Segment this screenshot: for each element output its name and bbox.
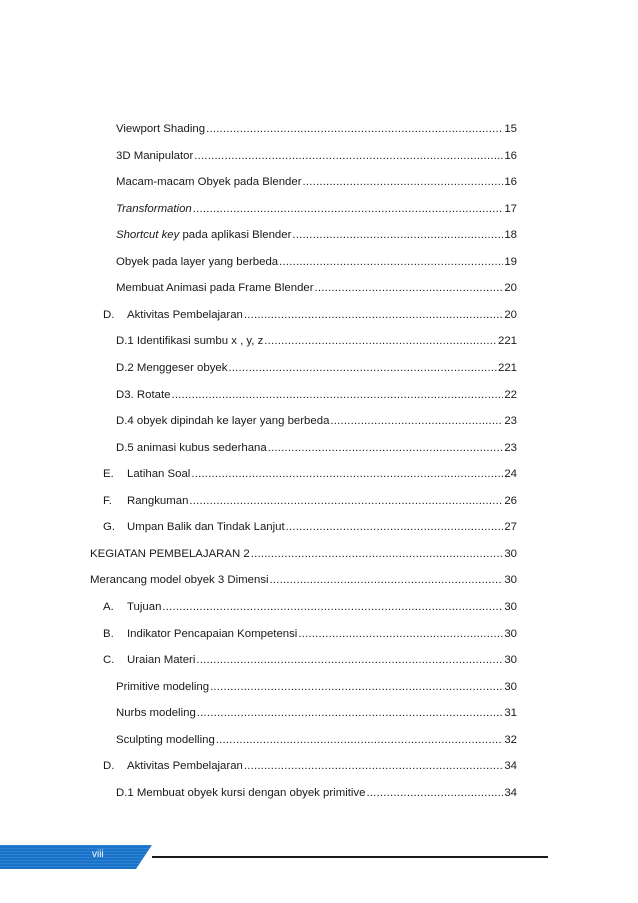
toc-dot-leader	[228, 360, 497, 376]
toc-dot-leader	[303, 174, 504, 190]
toc-entry-page: 30	[504, 627, 517, 640]
toc-entry-title: D.5 animasi kubus sederhana	[116, 441, 267, 454]
toc-entry[interactable]	[116, 280, 517, 296]
toc-entry[interactable]	[116, 227, 517, 243]
toc-entry-title: Merancang model obyek 3 Dimensi	[90, 574, 269, 587]
toc-dot-leader	[270, 572, 504, 588]
toc-entry-title: Sculpting modelling	[116, 733, 215, 746]
toc-entry-title: Umpan Balik dan Tindak Lanjut	[127, 521, 285, 534]
toc-entry[interactable]	[116, 254, 517, 270]
toc-entry-page: 221	[497, 335, 517, 348]
toc-entry-page: 18	[504, 229, 517, 242]
toc-entry[interactable]	[116, 732, 517, 748]
toc-entry[interactable]	[103, 758, 517, 774]
toc-entry-page: 30	[504, 680, 517, 693]
toc-entry[interactable]	[116, 785, 517, 801]
toc-entry[interactable]	[116, 360, 517, 376]
toc-entry-title: D.1 Identifikasi sumbu x , y, z	[116, 335, 264, 348]
toc-entry[interactable]	[103, 519, 517, 535]
toc-entry-title: Macam-macam Obyek pada Blender	[116, 176, 302, 189]
toc-dot-leader	[244, 758, 503, 774]
toc-dot-leader	[216, 732, 504, 748]
toc-entry-page: 32	[504, 733, 517, 746]
toc-entry-title: KEGIATAN PEMBELAJARAN 2	[90, 547, 250, 560]
toc-entry-number: D.	[103, 308, 115, 321]
toc-entry-title: Membuat Animasi pada Frame Blender	[116, 282, 314, 295]
page-footer	[0, 839, 638, 875]
toc-entry-title-rest: pada aplikasi Blender	[179, 229, 292, 242]
toc-entry-title: Rangkuman	[127, 494, 189, 507]
toc-dot-leader	[210, 679, 503, 695]
toc-entry-page: 16	[504, 176, 517, 189]
toc-entry-title: D.2 Menggeser obyek	[116, 362, 228, 374]
toc-entry-page: 20	[504, 308, 517, 321]
toc-dot-leader	[279, 254, 503, 270]
toc-entry[interactable]	[103, 307, 517, 323]
toc-entry[interactable]	[116, 413, 517, 429]
toc-entry-title: 3D Manipulator	[116, 149, 194, 162]
toc-dot-leader	[191, 466, 503, 482]
toc-dot-leader	[366, 785, 503, 801]
toc-entry[interactable]	[116, 201, 517, 217]
toc-dot-leader	[171, 387, 503, 403]
toc-dot-leader	[268, 440, 504, 456]
toc-entry-page: 30	[504, 547, 517, 560]
toc-entry-page: 15	[504, 123, 517, 135]
toc-dot-leader	[315, 280, 504, 296]
toc-entry-number: D.	[103, 760, 115, 773]
toc-entry-title	[116, 227, 291, 243]
toc-entry[interactable]	[90, 572, 517, 588]
toc-entry-page: 30	[504, 654, 517, 666]
toc-entry[interactable]	[116, 440, 517, 456]
toc-entry[interactable]	[116, 121, 517, 137]
toc-entry[interactable]	[103, 626, 517, 642]
page-number: viii	[92, 849, 104, 860]
toc-entry[interactable]	[103, 652, 517, 668]
toc-entry-number: F.	[103, 494, 112, 507]
toc-dot-leader	[298, 626, 503, 642]
toc-entry[interactable]	[103, 599, 517, 615]
toc-entry[interactable]	[116, 679, 517, 695]
toc-entry[interactable]	[103, 493, 517, 509]
toc-entry-title: Aktivitas Pembelajaran	[127, 308, 243, 321]
toc-entry-page: 26	[504, 494, 517, 507]
toc-entry-page: 20	[504, 282, 517, 295]
toc-entry[interactable]	[116, 705, 517, 721]
toc-entry-title: Tujuan	[127, 600, 162, 613]
toc-entry-page: 23	[504, 415, 517, 428]
toc-entry-title: D.1 Membuat obyek kursi dengan obyek primitive	[116, 786, 366, 799]
toc-entry-page: 27	[504, 521, 517, 534]
toc-entry-page: 30	[504, 600, 517, 613]
toc-dot-leader	[206, 121, 503, 137]
toc-entry-page: 221	[497, 362, 517, 374]
toc-entry-title: D3. Rotate	[116, 388, 171, 401]
toc-dot-leader	[194, 148, 503, 164]
toc-entry-title: Aktivitas Pembelajaran	[127, 760, 243, 773]
toc-dot-leader	[330, 413, 503, 429]
toc-entry[interactable]	[116, 387, 517, 403]
toc-entry-page: 34	[504, 786, 517, 799]
toc-entry-title: Primitive modeling	[116, 680, 210, 693]
toc-entry-page: 16	[504, 149, 517, 162]
toc-entry-number: C.	[103, 654, 115, 666]
toc-dot-leader	[196, 652, 503, 668]
toc-entry[interactable]	[116, 174, 517, 190]
toc-entry[interactable]	[103, 466, 517, 482]
toc-entry-title: Obyek pada layer yang berbeda	[116, 255, 279, 268]
toc-entry-title: Uraian Materi	[127, 654, 196, 666]
toc-entry-number: B.	[103, 627, 114, 640]
toc-entry-title: Transformation	[116, 202, 192, 215]
toc-dot-leader	[292, 227, 503, 243]
toc-dot-leader	[264, 333, 497, 349]
toc-entry-page: 19	[504, 255, 517, 268]
toc-entry-title: Nurbs modeling	[116, 707, 196, 720]
toc-entry-page: 34	[504, 760, 517, 773]
toc-entry[interactable]	[116, 148, 517, 164]
footer-blue-band	[0, 845, 152, 869]
toc-entry-page: 24	[504, 468, 517, 481]
toc-entry-title: Indikator Pencapaian Kompetensi	[127, 627, 298, 640]
toc-entry-title: Latihan Soal	[127, 468, 191, 481]
toc-dot-leader	[189, 493, 503, 509]
toc-entry[interactable]	[116, 333, 517, 349]
toc-entry[interactable]	[90, 546, 517, 562]
toc-entry-title: D.4 obyek dipindah ke layer yang berbeda	[116, 415, 330, 428]
toc-entry-title: Viewport Shading	[116, 123, 206, 135]
toc-dot-leader	[251, 546, 504, 562]
toc-entry-number: G.	[103, 521, 116, 534]
toc-entry-page: 31	[504, 707, 517, 720]
toc-dot-leader	[193, 201, 504, 217]
toc-entry-number: E.	[103, 468, 114, 481]
toc-entry-title-italic: Shortcut key	[116, 229, 180, 242]
toc-entry-page: 22	[504, 388, 517, 401]
toc-entry-page: 17	[504, 202, 517, 215]
toc-dot-leader	[162, 599, 503, 615]
toc-entry-page: 23	[504, 441, 517, 454]
toc-entry-page: 30	[504, 574, 517, 587]
toc-entry-number: A.	[103, 600, 114, 613]
toc-dot-leader	[197, 705, 504, 721]
toc-dot-leader	[244, 307, 503, 323]
toc-dot-leader	[286, 519, 504, 535]
